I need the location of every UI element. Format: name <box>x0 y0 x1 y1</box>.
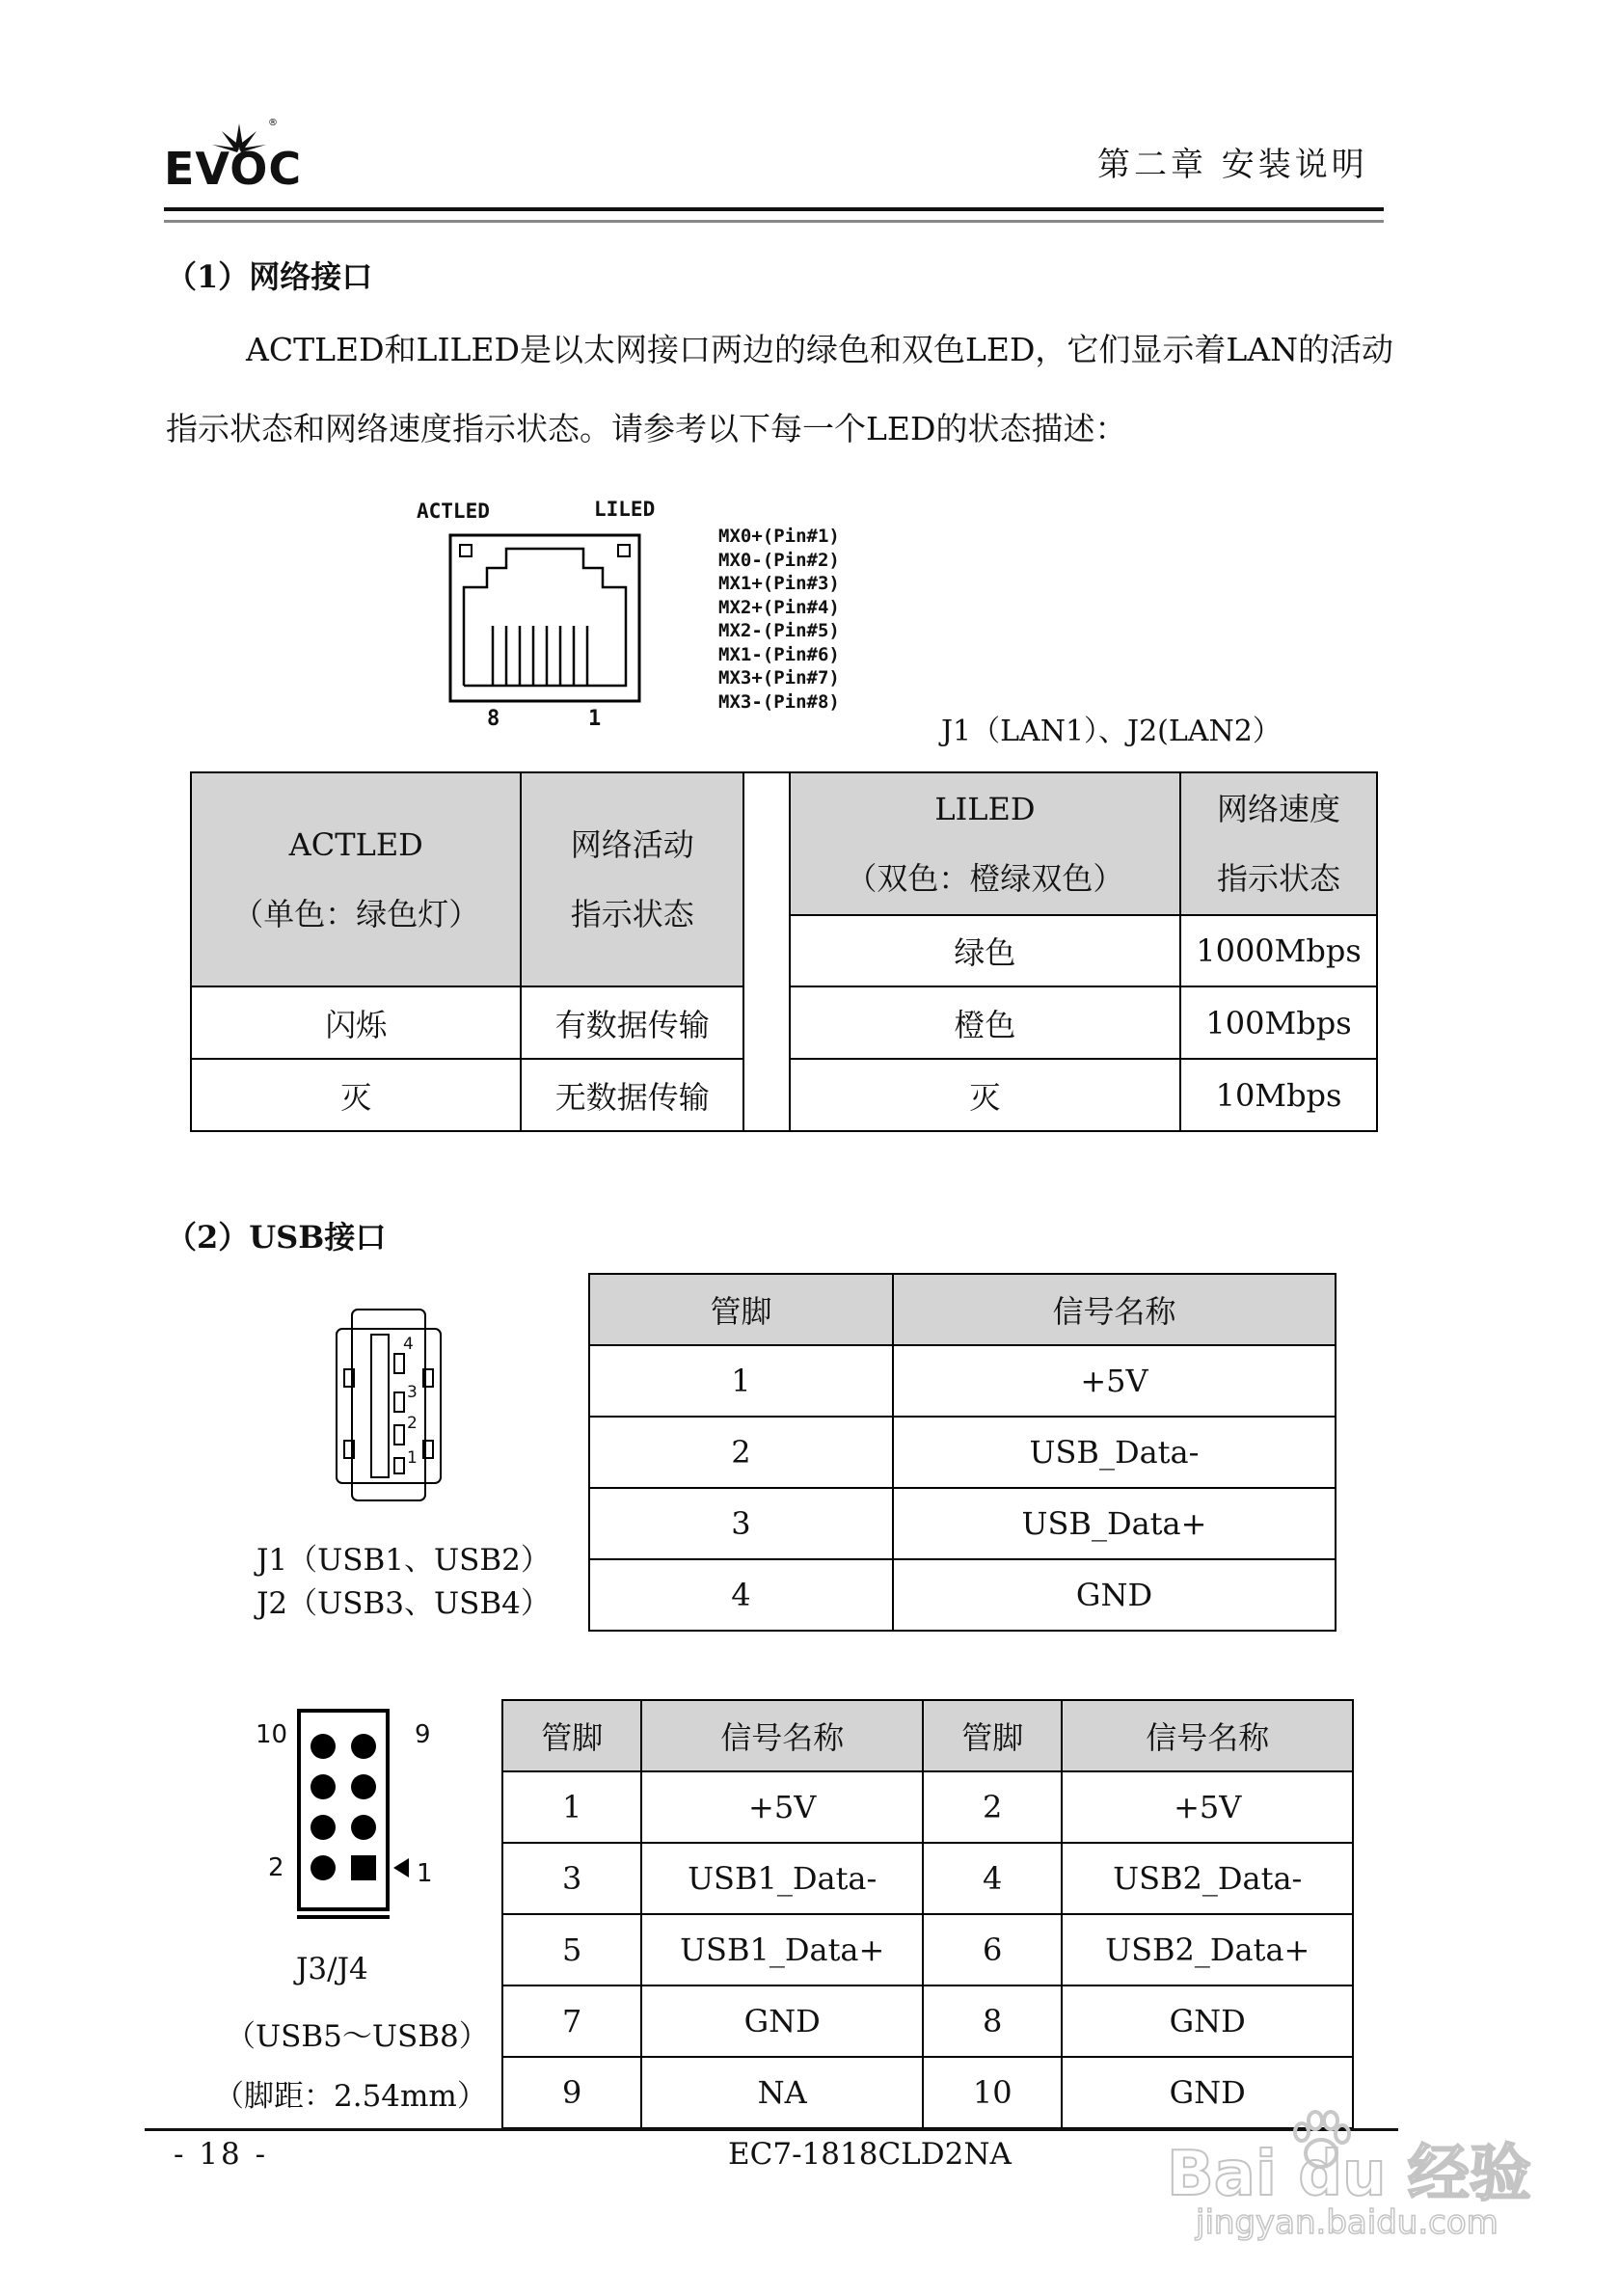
header-label-9: 9 <box>415 1720 431 1749</box>
section-network-title: （1）网络接口 <box>166 258 373 295</box>
usb-pin-label: 4 <box>403 1335 414 1354</box>
rj45-pin-list <box>718 525 840 714</box>
pin-label: MX3-(Pin#8) <box>718 690 840 713</box>
table-cell: 8 <box>923 1985 1062 2057</box>
led-status-table <box>190 771 1378 1132</box>
table-cell: USB1_Data+ <box>641 1914 923 1985</box>
table-cell: +5V <box>893 1345 1336 1417</box>
table-cell: 闪烁 <box>191 986 521 1059</box>
table-header-cell: 信号名称 <box>641 1700 923 1771</box>
table-cell: GND <box>641 1985 923 2057</box>
pin-1-arrow-icon <box>392 1855 411 1880</box>
table-cell: 无数据传输 <box>521 1059 742 1131</box>
usb-pin-table <box>588 1273 1336 1632</box>
header-caption-2: （USB5～USB8） <box>226 2019 489 2054</box>
svg-text:®: ® <box>268 118 278 128</box>
liled-label: LILED <box>594 498 656 521</box>
header-pin <box>310 1774 336 1799</box>
table-spacer <box>743 772 790 1131</box>
activity-header: 网络活动 指示状态 <box>521 772 742 986</box>
table-cell: 100Mbps <box>1180 986 1377 1059</box>
table-cell: 2 <box>589 1417 893 1488</box>
rj45-pin-1-label: 1 <box>588 707 602 731</box>
table-cell: +5V <box>641 1771 923 1843</box>
header-pin <box>351 1734 376 1759</box>
table-cell: NA <box>641 2057 923 2128</box>
table-cell: 10 <box>923 2057 1062 2128</box>
header-pin <box>351 1774 376 1799</box>
table-cell: 7 <box>502 1985 641 2057</box>
lan-figure-caption: J1（LAN1）、J2(LAN2） <box>941 715 1282 748</box>
table-cell: 灭 <box>191 1059 521 1131</box>
header-label-10: 10 <box>256 1720 288 1749</box>
section-usb-title: （2）USB接口 <box>166 1219 387 1256</box>
pin-label: MX1+(Pin#3) <box>718 573 840 594</box>
header-pin <box>310 1855 336 1880</box>
table-cell: 1 <box>502 1771 641 1843</box>
table-cell: 绿色 <box>790 915 1180 986</box>
header-pin <box>310 1734 336 1759</box>
table-header-cell: 管脚 <box>589 1274 893 1345</box>
table-cell: 2 <box>923 1771 1062 1843</box>
chapter-title: 第二章 安装说明 <box>1097 146 1368 184</box>
table-cell: +5V <box>1062 1771 1353 1843</box>
table-cell: 9 <box>502 2057 641 2128</box>
pin-label: MX2-(Pin#5) <box>718 620 840 641</box>
watermark-brand: Bai du 经验 <box>1167 2139 1531 2210</box>
table-cell: USB_Data- <box>893 1417 1336 1488</box>
logo <box>164 114 303 195</box>
table-cell: USB2_Data- <box>1062 1843 1353 1914</box>
table-header-cell: 管脚 <box>923 1700 1062 1771</box>
header-pin-table <box>501 1699 1354 2129</box>
pin-label: MX0-(Pin#2) <box>718 549 840 571</box>
header-caption-3: （脚距：2.54mm） <box>214 2079 487 2114</box>
header-outline <box>297 1709 390 1911</box>
pin-label: MX3+(Pin#7) <box>718 667 840 689</box>
pin-label: MX1-(Pin#6) <box>718 643 840 665</box>
liled-header: LILED （双色：橙绿双色） <box>790 772 1180 915</box>
table-cell: GND <box>893 1559 1336 1631</box>
actled-header: ACTLED （单色：绿色灯） <box>191 772 521 986</box>
table-header-cell: 信号名称 <box>1062 1700 1353 1771</box>
table-cell: 1000Mbps <box>1180 915 1377 986</box>
table-cell: GND <box>1062 2057 1353 2128</box>
table-cell: 10Mbps <box>1180 1059 1377 1131</box>
logo-text: EVOC <box>164 143 303 195</box>
header-label-2: 2 <box>268 1853 284 1882</box>
table-cell: USB2_Data+ <box>1062 1914 1353 1985</box>
table-cell: 1 <box>589 1345 893 1417</box>
table-cell: GND <box>1062 1985 1353 2057</box>
header-pin <box>310 1815 336 1840</box>
model-number: EC7-1818CLD2NA <box>728 2137 1012 2172</box>
header-rule-secondary <box>164 220 1384 223</box>
table-header-cell: 信号名称 <box>893 1274 1336 1345</box>
usb-caption-1: J1（USB1、USB2） <box>256 1543 551 1578</box>
table-cell: 灭 <box>790 1059 1180 1131</box>
usb-pin-label: 3 <box>407 1383 418 1402</box>
paragraph-line-2: 指示状态和网络速度指示状态。请参考以下每一个LED的状态描述： <box>166 410 1127 447</box>
table-cell: 3 <box>502 1843 641 1914</box>
table-cell: 4 <box>923 1843 1062 1914</box>
table-cell: 有数据传输 <box>521 986 742 1059</box>
usb-pin-label: 2 <box>407 1414 418 1433</box>
baidu-watermark <box>1157 2107 1543 2242</box>
header-base-line <box>297 1915 390 1919</box>
table-cell: 6 <box>923 1914 1062 1985</box>
pin-label: MX0+(Pin#1) <box>718 526 840 547</box>
header-label-1: 1 <box>417 1859 433 1888</box>
table-cell: 4 <box>589 1559 893 1631</box>
rj45-connector-icon <box>448 533 641 707</box>
paragraph-line-1: ACTLED和LILED是以太网接口两边的绿色和双色LED，它们显示着LAN的活动 <box>246 331 1394 368</box>
table-cell: USB_Data+ <box>893 1488 1336 1559</box>
speed-header: 网络速度 指示状态 <box>1180 772 1377 915</box>
rj45-pin-8-label: 8 <box>487 707 500 731</box>
header-pin-1-square <box>351 1855 376 1880</box>
watermark-url: jingyan.baidu.com <box>1196 2203 1498 2242</box>
pin-header-figure <box>251 1709 492 1921</box>
actled-label: ACTLED <box>417 500 490 523</box>
table-cell: USB1_Data- <box>641 1843 923 1914</box>
table-cell: 3 <box>589 1488 893 1559</box>
header-caption-1: J3/J4 <box>296 1952 368 1986</box>
pin-label: MX2+(Pin#4) <box>718 596 840 618</box>
header-pin <box>351 1815 376 1840</box>
page-number: - 18 - <box>174 2137 269 2172</box>
table-cell: 5 <box>502 1914 641 1985</box>
usb-connector-icon <box>333 1306 448 1508</box>
usb-pin-label: 1 <box>407 1448 418 1468</box>
usb-caption-2: J2（USB3、USB4） <box>256 1586 551 1621</box>
table-header-cell: 管脚 <box>502 1700 641 1771</box>
header-rule <box>164 207 1384 211</box>
table-cell: 橙色 <box>790 986 1180 1059</box>
